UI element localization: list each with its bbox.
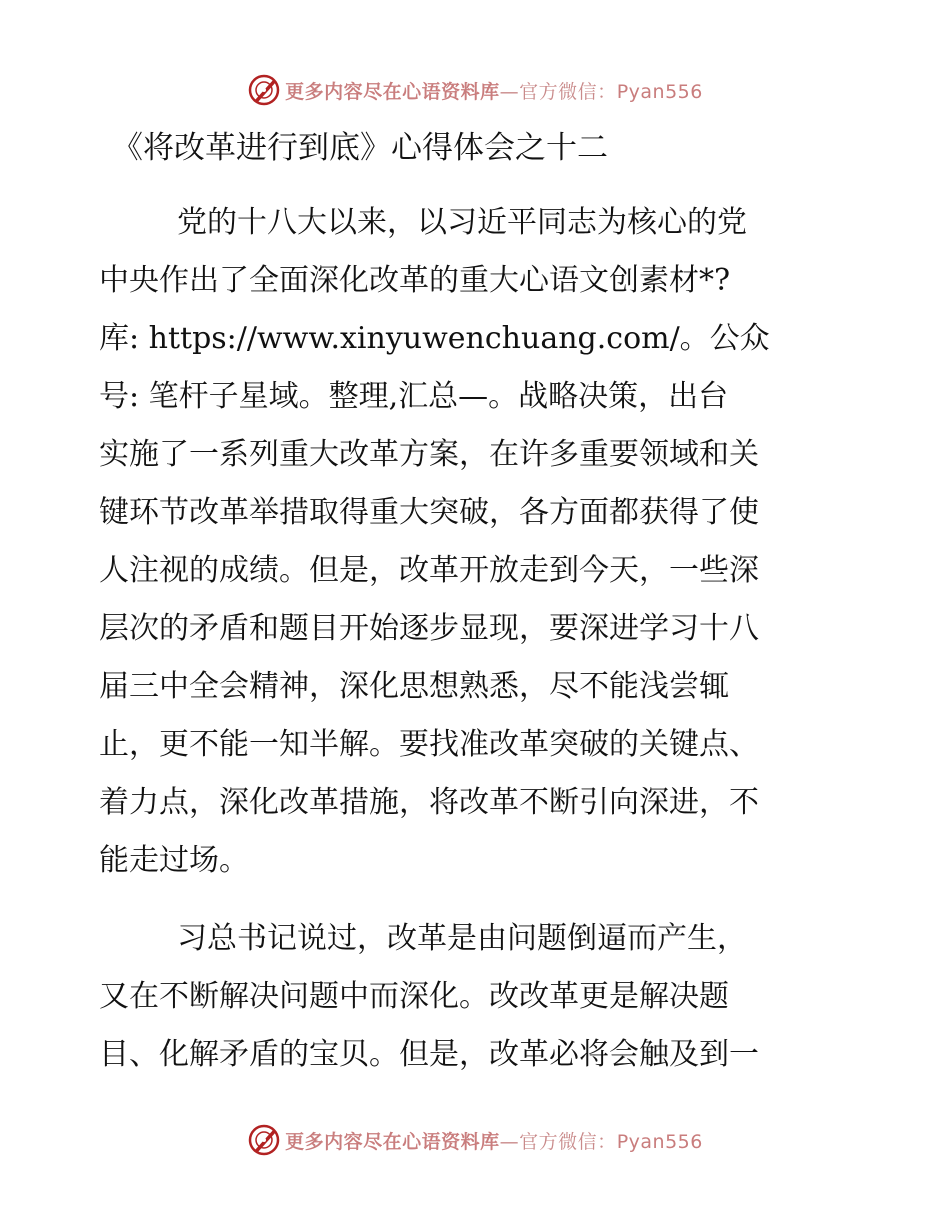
header-banner [0, 70, 950, 110]
banner-prefix: 更多内容尽在心语资料库 [285, 80, 500, 103]
text-line: 党的十八大以来，以习近平同志为核心的党 [177, 205, 747, 240]
text-line: 键环节改革举措取得重大突破，各方面都获得了使 [99, 495, 759, 530]
text-line: 着力点，深化改革措施，将改革不断引向深进，不 [99, 785, 759, 820]
paragraph-1 [99, 194, 851, 890]
banner-contact: —官方微信： [499, 80, 617, 103]
text-line: 号: 笔杆子星域。整理,汇总—。战略决策，出台 [99, 379, 729, 414]
banner-contact: —官方微信： [499, 1130, 617, 1153]
banner-text [285, 77, 703, 104]
text-line: 能走过场。 [99, 843, 249, 878]
text-line: 习总书记说过，改革是由问题倒逼而产生， [177, 921, 747, 956]
text-line: 实施了一系列重大改革方案，在许多重要领域和关 [99, 437, 759, 472]
banner-wechat-id: Pyan556 [616, 80, 703, 103]
logo-icon [247, 73, 281, 107]
text-line: 届三中全会精神，深化思想熟悉，尽不能浅尝辄 [99, 669, 729, 704]
text-line: 中央作出了全面深化改革的重大心语文创素材*? [99, 263, 731, 298]
footer-banner [0, 1120, 950, 1160]
banner-wechat-id: Pyan556 [616, 1130, 703, 1153]
logo-icon [247, 1123, 281, 1157]
text-line: 又在不断解决问题中而深化。改改革更是解决题 [99, 979, 729, 1014]
text-line: 层次的矛盾和题目开始逐步显现，要深进学习十八 [99, 611, 759, 646]
banner-text [285, 1127, 703, 1154]
text-line: 库: https://www.xinyuwenchuang.com/。公众 [99, 321, 770, 356]
text-line: 目、化解矛盾的宝贝。但是，改革必将会触及到一 [99, 1037, 759, 1072]
document-title: 《将改革进行到底》心得体会之十二 [112, 130, 608, 166]
text-line: 人注视的成绩。但是，改革开放走到今天，一些深 [99, 553, 759, 588]
paragraph-2 [99, 910, 851, 1084]
text-line: 止，更不能一知半解。要找准改革突破的关键点、 [99, 727, 759, 762]
banner-prefix: 更多内容尽在心语资料库 [285, 1130, 500, 1153]
